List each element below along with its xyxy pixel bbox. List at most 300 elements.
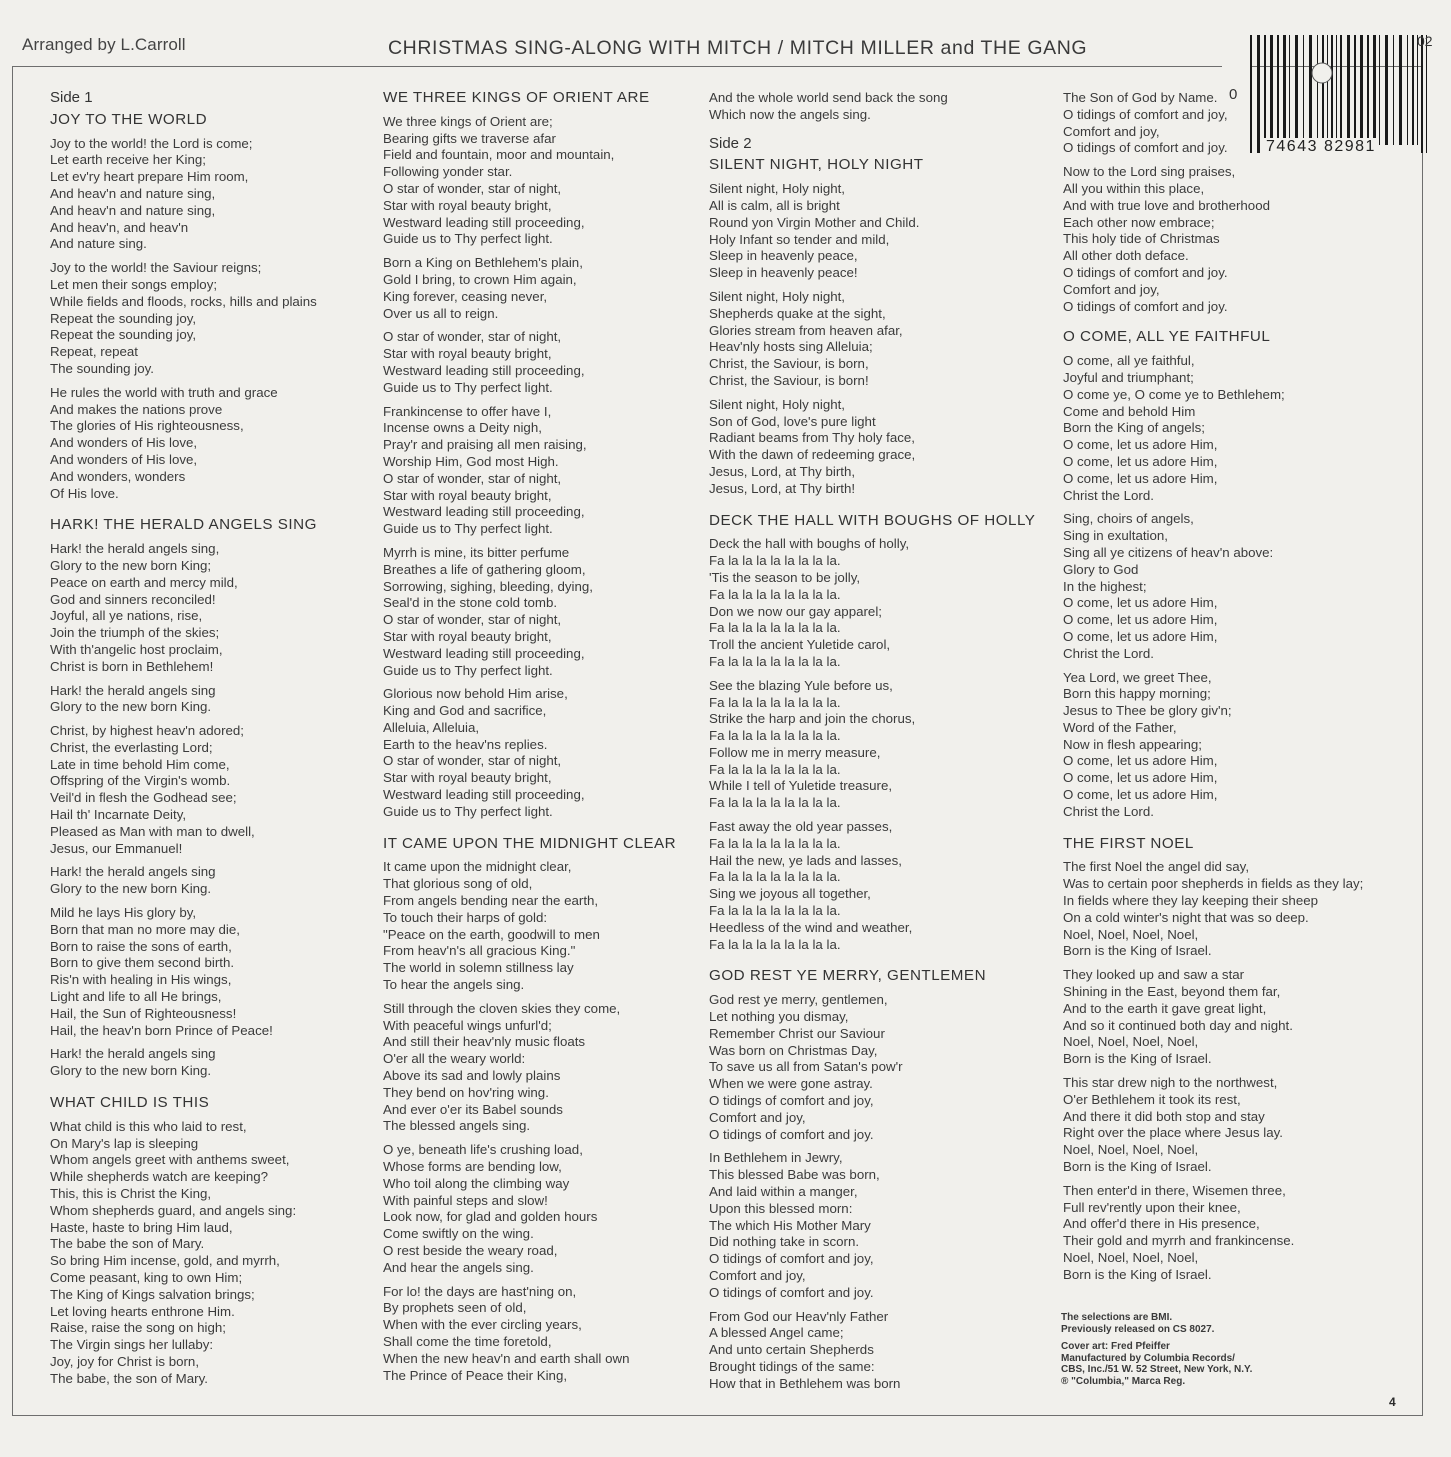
lyric-line: When with the ever circling years, (383, 1317, 582, 1333)
lyric-line: Christ, the Saviour, is born! (709, 372, 869, 388)
lyric-line: Comfort and joy, (1063, 281, 1160, 297)
lyric-line: Born a King on Bethlehem's plain, (383, 255, 583, 271)
lyric-line: Westward leading still proceeding, (383, 362, 585, 378)
lyric-line: King and God and sacrifice, (383, 703, 547, 719)
lyric-line: Alleluia, Alleluia, (383, 719, 480, 735)
lyric-line: Myrrh is mine, its bitter perfume (383, 544, 570, 560)
lyric-line: Guide us to Thy perfect light. (383, 803, 553, 819)
song-title: JOY TO THE WORLD (50, 110, 208, 128)
lyric-line: Born is the King of Israel. (1063, 1051, 1212, 1067)
lyric-line: Hail, the Sun of Righteousness! (50, 1005, 237, 1021)
lyric-stanza (50, 260, 390, 378)
lyric-line: Veil'd in flesh the Godhead see; (50, 790, 237, 806)
lyric-stanza (709, 1309, 1049, 1393)
lyric-line: Fast away the old year passes, (709, 819, 893, 835)
lyric-stanza (50, 723, 390, 857)
lyric-stanza (383, 686, 723, 820)
lyric-line: Fa la la la la la la la la. (709, 835, 841, 851)
lyric-line: Let earth receive her King; (50, 152, 206, 168)
lyric-line: Heedless of the wind and weather, (709, 919, 913, 935)
album-title: CHRISTMAS SING-ALONG WITH MITCH / MITCH MILLER and THE GANG (388, 37, 1088, 59)
lyric-line: Glorious now behold Him arise, (383, 686, 568, 702)
lyric-line: Fa la la la la la la la la. (709, 903, 841, 919)
lyric-line: "Peace on the earth, goodwill to men (383, 926, 600, 942)
song-title: HARK! THE HERALD ANGELS SING (50, 516, 317, 534)
lyric-line: O come, let us adore Him, (1063, 770, 1218, 786)
lyric-stanza (50, 385, 390, 503)
lyric-line: Hark! the herald angels sing (50, 864, 216, 880)
credit-address: CBS, Inc./51 W. 52 Street, New York, N.Y. (1061, 1364, 1253, 1375)
lyric-line: Come and behold Him (1063, 403, 1196, 419)
lyric-line: Fa la la la la la la la la. (709, 728, 841, 744)
lyric-line: And to the earth it gave great light, (1063, 1000, 1267, 1016)
lyric-line: Remember Christ our Saviour (709, 1025, 885, 1041)
lyric-line: Guide us to Thy perfect light. (383, 379, 553, 395)
lyric-line: Joy to the world! the Saviour reigns; (50, 260, 262, 276)
lyric-line: Born to raise the sons of earth, (50, 938, 232, 954)
lyric-line: From heav'n's all gracious King." (383, 943, 576, 959)
lyric-line: God and sinners reconciled! (50, 591, 216, 607)
lyric-line: Fa la la la la la la la la. (709, 653, 841, 669)
lyric-line: Sorrowing, sighing, bleeding, dying, (383, 578, 593, 594)
arranger-credit: Arranged by L.Carroll (22, 35, 186, 54)
lyric-stanza (383, 1001, 723, 1135)
side-label: Side 1 (50, 89, 93, 106)
lyric-stanza (50, 1119, 390, 1388)
lyric-line: Shepherds quake at the sight, (709, 305, 886, 321)
lyrics-column-4 (1063, 90, 1408, 1291)
credits-block (1061, 1312, 1361, 1387)
lyric-line: Come swiftly on the wing. (383, 1226, 534, 1242)
lyric-stanza (1063, 967, 1408, 1068)
lyric-line: With the dawn of redeeming grace, (709, 447, 916, 463)
lyric-line: Born is the King of Israel. (1063, 943, 1212, 959)
lyric-line: He rules the world with truth and grace (50, 384, 278, 400)
lyric-line: Sleep in heavenly peace! (709, 265, 858, 281)
lyric-line: Follow me in merry measure, (709, 744, 881, 760)
lyric-line: Pleased as Man with man to dwell, (50, 823, 255, 839)
lyric-line: Don we now our gay apparel; (709, 603, 882, 619)
lyric-line: The babe, the son of Mary. (50, 1370, 208, 1386)
lyric-line: Following yonder star. (383, 164, 513, 180)
lyric-line: And the whole world send back the song (709, 90, 948, 105)
lyric-line: And wonders of His love, (50, 451, 198, 467)
lyric-line: Ris'n with healing in His wings, (50, 972, 232, 988)
lyric-line: O tidings of comfort and joy, (709, 1251, 874, 1267)
lyric-line: O come, let us adore Him, (1063, 628, 1218, 644)
lyric-stanza (383, 114, 723, 248)
lyric-line: The world in solemn stillness lay (383, 960, 574, 976)
lyric-line: All other doth deface. (1063, 248, 1189, 264)
lyric-stanza (383, 404, 723, 538)
lyric-stanza (709, 819, 1049, 953)
lyric-line: Glory to the new born King; (50, 557, 212, 573)
lyric-line: O star of wonder, star of night, (383, 180, 562, 196)
lyric-line: Born the King of angels; (1063, 420, 1205, 436)
lyric-line: Upon this blessed morn: (709, 1200, 853, 1216)
lyric-line: Gold I bring, to crown Him again, (383, 271, 577, 287)
lyrics-column-1 (50, 90, 390, 1395)
lyric-line: Star with royal beauty bright, (383, 770, 552, 786)
lyric-line: Pray'r and praising all men raising, (383, 437, 587, 453)
lyric-line: Glory to the new born King. (50, 699, 212, 715)
lyric-line: Born that man no more may die, (50, 921, 240, 937)
lyric-line: Mild he lays His glory by, (50, 905, 197, 921)
lyric-line: Hark! the herald angels sing (50, 682, 216, 698)
lyric-line: We three kings of Orient are; (383, 113, 553, 129)
barcode-top-number: 02 (1417, 33, 1433, 49)
lyric-line: So bring Him incense, gold, and myrrh, (50, 1253, 280, 1269)
lyric-line: Noel, Noel, Noel, Noel, (1063, 926, 1199, 942)
lyric-stanza (1063, 1075, 1408, 1176)
lyric-line: O come, let us adore Him, (1063, 453, 1218, 469)
lyric-line: Over us all to reign. (383, 305, 499, 321)
lyric-line: Guide us to Thy perfect light. (383, 231, 553, 247)
lyric-line: In the highest; (1063, 578, 1147, 594)
lyric-line: To touch their harps of gold: (383, 909, 548, 925)
lyric-line: Whom shepherds guard, and angels sing: (50, 1202, 297, 1218)
lyric-line: In Bethlehem in Jewry, (709, 1150, 843, 1166)
lyric-stanza (1063, 859, 1408, 960)
lyric-line: Repeat, repeat (50, 344, 138, 360)
lyric-line: They bend on hov'ring wing. (383, 1084, 549, 1100)
lyric-line: While fields and floods, rocks, hills and plains (50, 293, 317, 309)
lyric-line: Shining in the East, beyond them far, (1063, 984, 1281, 1000)
lyric-line: Sing we joyous all together, (709, 886, 871, 902)
lyric-line: Star with royal beauty bright, (383, 197, 552, 213)
lyric-line: O come, let us adore Him, (1063, 787, 1218, 803)
lyric-stanza (709, 289, 1049, 390)
lyric-line: This, this is Christ the King, (50, 1186, 212, 1202)
lyric-line: Earth to the heav'ns replies. (383, 736, 548, 752)
song-title: IT CAME UPON THE MIDNIGHT CLEAR (383, 834, 677, 852)
lyric-line: Sing all ye citizens of heav'n above: (1063, 544, 1274, 560)
lyric-line: The Prince of Peace their King, (383, 1367, 568, 1383)
lyric-line: The blessed angels sing. (383, 1118, 531, 1134)
lyric-line: Incense owns a Deity nigh, (383, 420, 542, 436)
lyric-line: The first Noel the angel did say, (1063, 859, 1250, 875)
lyric-line: Joy, joy for Christ is born, (50, 1353, 200, 1369)
lyric-line: Born to give them second birth. (50, 955, 235, 971)
lyric-line: What child is this who laid to rest, (50, 1118, 247, 1134)
lyric-line: Radiant beams from Thy holy face, (709, 430, 915, 446)
lyric-line: Glory to the new born King. (50, 1063, 212, 1079)
lyric-line: O come, let us adore Him, (1063, 595, 1218, 611)
lyric-line: Repeat the sounding joy, (50, 310, 197, 326)
lyric-line: Christ the Lord. (1063, 645, 1154, 661)
lyric-line: Fa la la la la la la la la. (709, 761, 841, 777)
lyric-line: And wonders of His love, (50, 435, 198, 451)
credit-cover-art: Cover art: Fred Pfeiffer (1061, 1341, 1170, 1352)
lyric-line: Whose forms are bending low, (383, 1159, 562, 1175)
lyric-stanza (1063, 353, 1408, 504)
lyric-line: Now to the Lord sing praises, (1063, 164, 1236, 180)
lyric-line: Glory to the new born King. (50, 881, 212, 897)
lyric-line: Star with royal beauty bright, (383, 487, 552, 503)
lyric-line: And so it continued both day and night. (1063, 1017, 1293, 1033)
barcode-left-number: 0 (1229, 86, 1238, 103)
lyric-line: Fa la la la la la la la la. (709, 936, 841, 952)
lyric-line: And nature sing. (50, 236, 147, 252)
lyric-line: O come ye, O come ye to Bethlehem; (1063, 386, 1285, 402)
lyric-line: Fa la la la la la la la la. (709, 694, 841, 710)
lyric-line: The which His Mother Mary (709, 1217, 871, 1233)
lyric-stanza (50, 136, 390, 254)
lyric-line: And heav'n, and heav'n (50, 219, 189, 235)
lyric-stanza (50, 864, 390, 898)
lyric-line: When we were gone astray. (709, 1076, 873, 1092)
song-title: THE FIRST NOEL (1063, 834, 1194, 852)
song-title: SILENT NIGHT, HOLY NIGHT (709, 156, 924, 174)
lyric-line: How that in Bethlehem was born (709, 1375, 901, 1391)
lyric-line: Glory to God (1063, 561, 1139, 577)
lyric-line: Haste, haste to bring Him laud, (50, 1219, 233, 1235)
lyric-line: Comfort and joy, (709, 1109, 806, 1125)
lyric-line: Strike the harp and join the chorus, (709, 711, 916, 727)
lyric-line: Holy Infant so tender and mild, (709, 231, 890, 247)
lyric-line: Noel, Noel, Noel, Noel, (1063, 1250, 1199, 1265)
lyric-line: Let ev'ry heart prepare Him room, (50, 169, 249, 185)
lyric-stanza (709, 678, 1049, 812)
lyric-line: The Son of God by Name. (1063, 90, 1218, 105)
lyric-line: A blessed Angel came; (709, 1325, 844, 1341)
lyric-line: Comfort and joy, (1063, 123, 1160, 139)
lyric-line: O'er all the weary world: (383, 1051, 526, 1067)
lyric-line: The glories of His righteousness, (50, 418, 244, 434)
lyric-stanza (709, 397, 1049, 498)
lyric-stanza (50, 905, 390, 1039)
lyric-line: Fa la la la la la la la la. (709, 553, 841, 569)
lyric-line: And offer'd there in His presence, (1063, 1216, 1260, 1232)
lyric-line: Late in time behold Him come, (50, 756, 230, 772)
lyric-line: Round yon Virgin Mother and Child. (709, 214, 920, 230)
lyric-line: Sing, choirs of angels, (1063, 511, 1194, 527)
carryover-stanza (1063, 164, 1408, 315)
lyric-line: O tidings of comfort and joy, (1063, 106, 1228, 122)
lyric-stanza (383, 255, 723, 322)
lyric-line: Word of the Father, (1063, 719, 1177, 735)
lyric-line: Christ, the Saviour, is born, (709, 356, 869, 372)
lyric-line: Silent night, Holy night, (709, 181, 846, 197)
lyric-line: Then enter'd in there, Wisemen three, (1063, 1182, 1286, 1198)
song-title: DECK THE HALL WITH BOUGHS OF HOLLY (709, 511, 1036, 529)
lyric-line: They looked up and saw a star (1063, 967, 1245, 983)
lyric-line: Bearing gifts we traverse afar (383, 130, 556, 146)
lyric-line: To save us all from Satan's pow'r (709, 1059, 903, 1075)
credit-trademark: ® "Columbia," Marca Reg. (1061, 1375, 1186, 1387)
lyric-line: O ye, beneath life's crushing load, (383, 1142, 583, 1158)
lyric-line: Who toil along the climbing way (383, 1175, 570, 1191)
credit-bmi: The selections are BMI. (1061, 1312, 1173, 1323)
lyric-line: See the blazing Yule before us, (709, 677, 893, 693)
lyric-line: O tidings of comfort and joy. (1063, 298, 1228, 314)
lyric-line: Now in flesh appearing; (1063, 736, 1202, 752)
credit-manufacturer: Manufactured by Columbia Records/ (1061, 1352, 1235, 1364)
lyrics-column-3 (709, 90, 1049, 1400)
lyric-line: O come, let us adore Him, (1063, 437, 1218, 453)
lyric-line: Silent night, Holy night, (709, 288, 846, 304)
lyric-line: Let loving hearts enthrone Him. (50, 1303, 235, 1319)
lyric-line: Full rev'rently upon their knee, (1063, 1199, 1241, 1215)
lyric-line: Their gold and myrrh and frankincense. (1063, 1233, 1295, 1249)
song-title: WE THREE KINGS OF ORIENT ARE (383, 89, 650, 106)
lyric-line: The babe the son of Mary. (50, 1236, 205, 1252)
lyric-line: All is calm, all is bright (709, 197, 840, 213)
lyric-line: Troll the ancient Yuletide carol, (709, 637, 891, 653)
lyric-stanza (383, 545, 723, 679)
lyric-line: O star of wonder, star of night, (383, 329, 562, 345)
lyric-line: And there it did both stop and stay (1063, 1108, 1265, 1124)
lyric-line: Fa la la la la la la la la. (709, 586, 841, 602)
lyric-line: Guide us to Thy perfect light. (383, 662, 553, 678)
lyric-line: O come, all ye faithful, (1063, 353, 1195, 369)
lyric-stanza (50, 683, 390, 717)
lyric-line: Look now, for glad and golden hours (383, 1209, 598, 1225)
lyric-line: Born is the King of Israel. (1063, 1266, 1212, 1282)
lyric-line: O tidings of comfort and joy, (709, 1093, 874, 1109)
lyric-line: And heav'n and nature sing, (50, 185, 216, 201)
lyric-line: Fa la la la la la la la la. (709, 620, 841, 636)
lyric-line: Christ is born in Bethlehem! (50, 658, 214, 674)
lyric-line: O come, let us adore Him, (1063, 612, 1218, 628)
lyric-stanza (709, 536, 1049, 670)
lyric-line: With peaceful wings unfurl'd; (383, 1017, 552, 1033)
lyric-line: Light and life to all He brings, (50, 989, 222, 1005)
lyric-line: O tidings of comfort and joy. (709, 1126, 874, 1142)
lyric-line: And makes the nations prove (50, 401, 223, 417)
lyric-line: And hear the angels sing. (383, 1259, 534, 1275)
song-title: O COME, ALL YE FAITHFUL (1063, 328, 1271, 346)
lyric-line: Christ the Lord. (1063, 487, 1154, 503)
song-title: WHAT CHILD IS THIS (50, 1094, 210, 1112)
lyric-line: Star with royal beauty bright, (383, 628, 552, 644)
lyric-line: Whom angels greet with anthems sweet, (50, 1152, 290, 1168)
lyric-line: Son of God, love's pure light (709, 413, 876, 429)
barcode-digits: 74643 82981 (1263, 138, 1379, 156)
lyric-stanza (383, 329, 723, 396)
lyric-line: Jesus to Thee be glory giv'n; (1063, 703, 1232, 719)
lyric-stanza (1063, 670, 1408, 821)
lyric-line: Seal'd in the stone cold tomb. (383, 595, 558, 611)
lyric-line: Which now the angels sing. (709, 106, 871, 122)
lyric-line: And still their heav'nly music floats (383, 1034, 586, 1050)
lyric-line: In fields where they lay keeping their sheep (1063, 893, 1319, 909)
lyric-line: O tidings of comfort and joy. (1063, 140, 1228, 156)
lyric-line: Did nothing take in scorn. (709, 1234, 860, 1250)
lyric-line: Born is the King of Israel. (1063, 1159, 1212, 1175)
lyric-line: Was born on Christmas Day, (709, 1042, 878, 1058)
lyric-line: Jesus, Lord, at Thy birth, (709, 463, 856, 479)
lyrics-column-2 (383, 90, 723, 1391)
lyric-line: 'Tis the season to be jolly, (709, 569, 861, 585)
carryover-stanza (709, 90, 1049, 124)
lyric-line: And unto certain Shepherds (709, 1342, 874, 1358)
lyric-line: And laid within a manger, (709, 1184, 858, 1200)
lyric-line: Joyful and triumphant; (1063, 369, 1194, 385)
lyric-line: Of His love. (50, 485, 119, 501)
lyric-line: Let nothing you dismay, (709, 1009, 849, 1025)
lyric-line: Deck the hall with boughs of holly, (709, 536, 910, 552)
lyric-line: With painful steps and slow! (383, 1192, 548, 1208)
lyric-line: Repeat the sounding joy, (50, 327, 197, 343)
lyric-line: O star of wonder, star of night, (383, 753, 562, 769)
lyric-line: Joy to the world! the Lord is come; (50, 135, 253, 151)
lyric-line: Right over the place where Jesus lay. (1063, 1125, 1284, 1141)
lyric-line: O tidings of comfort and joy. (709, 1284, 874, 1300)
lyric-line: Shall come the time foretold, (383, 1333, 552, 1349)
lyric-stanza (1063, 511, 1408, 662)
lyric-stanza (383, 859, 723, 993)
lyric-line: The King of Kings salvation brings; (50, 1286, 255, 1302)
lyric-line: For lo! the days are hast'ning on, (383, 1283, 577, 1299)
lyric-line: Still through the cloven skies they come, (383, 1000, 621, 1016)
lyric-line: On a cold winter's night that was so deep. (1063, 909, 1309, 925)
lyric-line: Silent night, Holy night, (709, 396, 846, 412)
lyric-stanza (383, 1142, 723, 1276)
lyric-line: The sounding joy. (50, 360, 154, 376)
lyric-line: Christ, by highest heav'n adored; (50, 723, 244, 739)
lyric-line: King forever, ceasing never, (383, 288, 548, 304)
lyric-line: Offspring of the Virgin's womb. (50, 773, 231, 789)
lyric-stanza (709, 992, 1049, 1143)
lyric-line: Worship Him, God most High. (383, 453, 559, 469)
lyric-line: Christ the Lord. (1063, 803, 1154, 819)
lyric-line: Westward leading still proceeding, (383, 787, 585, 803)
lyric-line: Peace on earth and mercy mild, (50, 574, 238, 590)
lyric-line: Westward leading still proceeding, (383, 504, 585, 520)
lyric-line: Jesus, our Emmanuel! (50, 840, 183, 856)
lyric-line: Hail the new, ye lads and lasses, (709, 852, 902, 868)
lyric-line: Comfort and joy, (709, 1268, 806, 1283)
lyric-line: That glorious song of old, (383, 876, 533, 892)
lyric-line: And with true love and brotherhood (1063, 197, 1270, 213)
lyric-line: Above its sad and lowly plains (383, 1068, 561, 1084)
lyric-line: It came upon the midnight clear, (383, 859, 572, 875)
lyric-line: This star drew nigh to the northwest, (1063, 1075, 1278, 1091)
lyric-line: O star of wonder, star of night, (383, 612, 562, 628)
lyric-line: Star with royal beauty bright, (383, 346, 552, 362)
side-label: Side 2 (709, 134, 752, 152)
lyric-line: O come, let us adore Him, (1063, 470, 1218, 486)
lyric-line: While I tell of Yuletide treasure, (709, 778, 893, 794)
lyric-line: By prophets seen of old, (383, 1300, 527, 1316)
lyric-line: Breathes a life of gathering gloom, (383, 561, 586, 577)
lyric-line: Westward leading still proceeding, (383, 214, 585, 230)
lyric-line: Fa la la la la la la la la. (709, 795, 841, 811)
lyric-line: Frankincense to offer have I, (383, 403, 552, 419)
lyric-line: Hark! the herald angels sing (50, 1046, 216, 1062)
lyric-line: Born this happy morning; (1063, 686, 1211, 702)
lyric-line: Glories stream from heaven afar, (709, 322, 903, 338)
lyric-line: O come, let us adore Him, (1063, 753, 1218, 769)
lyric-line: Sing in exultation, (1063, 528, 1168, 544)
lyric-line: And ever o'er its Babel sounds (383, 1101, 563, 1117)
lyric-line: O star of wonder, star of night, (383, 470, 562, 486)
lyric-line: Come peasant, king to own Him; (50, 1270, 243, 1285)
lyric-line: When the new heav'n and earth shall own (383, 1350, 630, 1366)
lyric-line: On Mary's lap is sleeping (50, 1135, 199, 1151)
carryover-stanza (1063, 90, 1408, 157)
lyric-line: Fa la la la la la la la la. (709, 869, 841, 885)
lyric-line: Raise, raise the song on high; (50, 1320, 226, 1336)
lyric-line: Brought tidings of the same: (709, 1358, 875, 1374)
lyric-line: With th'angelic host proclaim, (50, 641, 223, 657)
lyric-stanza (1063, 1183, 1408, 1284)
lyric-line: Sleep in heavenly peace, (709, 248, 858, 264)
lyric-line: All you within this place, (1063, 180, 1205, 196)
lyric-line: To hear the angels sing. (383, 977, 525, 993)
lyric-line: And wonders, wonders (50, 468, 186, 484)
